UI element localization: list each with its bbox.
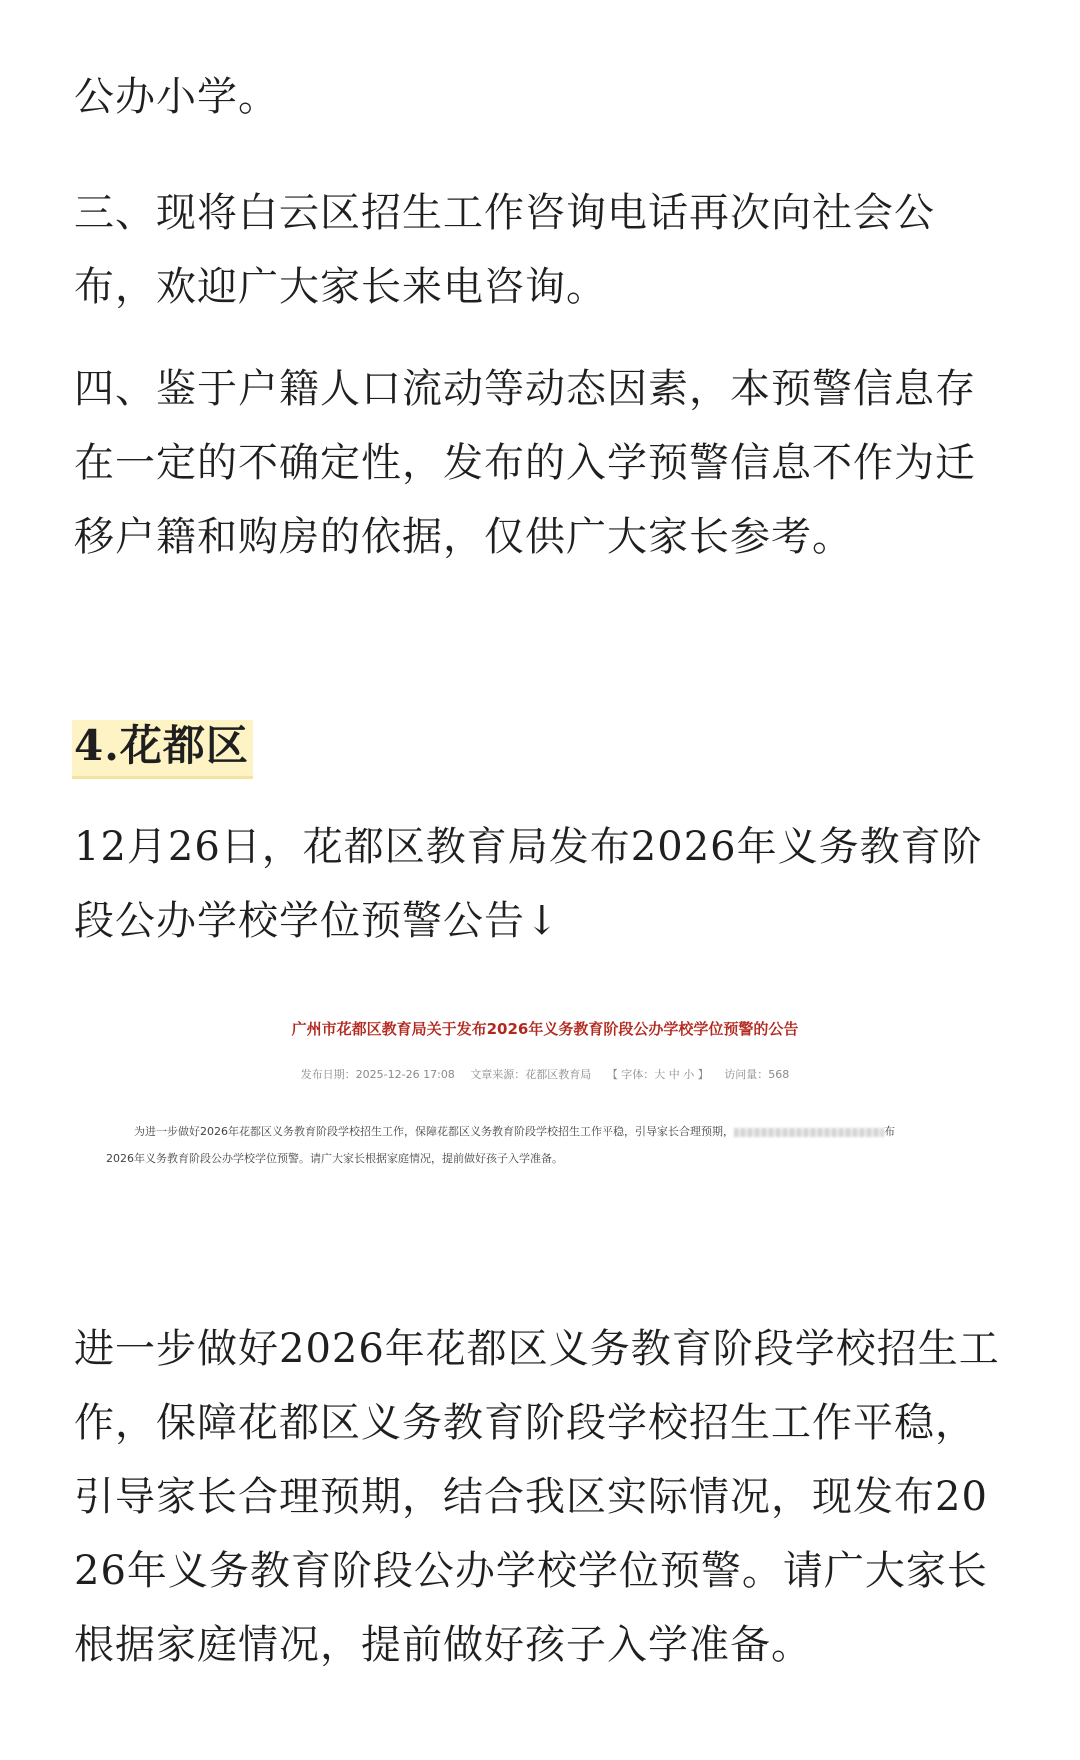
notice-body <box>106 1118 986 1172</box>
paragraph-announcement-intro: 12月26日，花都区教育局发布2026年义务教育阶段公办学校学位预警公告↓ <box>74 824 983 944</box>
blurred-text <box>734 1128 884 1137</box>
notice-body-text-1-end: 布 <box>884 1125 895 1138</box>
notice-title: 广州市花都区教育局关于发布2026年义务教育阶段公办学校学位预警的公告 <box>291 1020 799 1038</box>
paragraph-four: 四、鉴于户籍人口流动等动态因素，本预警信息存在一定的不确定性，发布的入学预警信息不作为迁移户籍和购房的依据，仅供广大家长参考。 <box>74 366 976 560</box>
notice-screenshot <box>100 1000 990 1190</box>
section-heading-huadu: 4.花都区 <box>72 714 253 779</box>
notice-meta <box>100 1066 990 1082</box>
notice-body-line-2: 2026年义务教育阶段公办学校学位预警。请广大家长根据家庭情况，提前做好孩子入学准备。 <box>106 1152 563 1165</box>
notice-body-text-1: 为进一步做好2026年花都区义务教育阶段学校招生工作，保障花都区义务教育阶段学校招生工作平稳，引导家长合理预期， <box>134 1125 734 1138</box>
paragraph-three: 三、现将白云区招生工作咨询电话再次向社会公布，欢迎广大家长来电咨询。 <box>74 190 935 310</box>
notice-body-line-1 <box>106 1118 986 1145</box>
notice-source: 文章来源：花都区教育局 <box>470 1068 592 1081</box>
notice-publish-date: 发布日期：2025-12-26 17:08 <box>300 1068 455 1081</box>
paragraph-announcement-body: 进一步做好2026年花都区义务教育阶段学校招生工作，保障花都区义务教育阶段学校招生工作平稳，引导家长合理预期，结合我区实际情况，现发布2026年义务教育阶段公办学校学位预警。请广大家长根据家庭情况，提前做好孩子入学准备。 <box>74 1326 1000 1668</box>
notice-views: 访问量：568 <box>724 1068 790 1081</box>
notice-font-size: 【 字体：大 中 小 】 <box>606 1068 709 1081</box>
paragraph-ending: 公办小学。 <box>74 74 279 120</box>
